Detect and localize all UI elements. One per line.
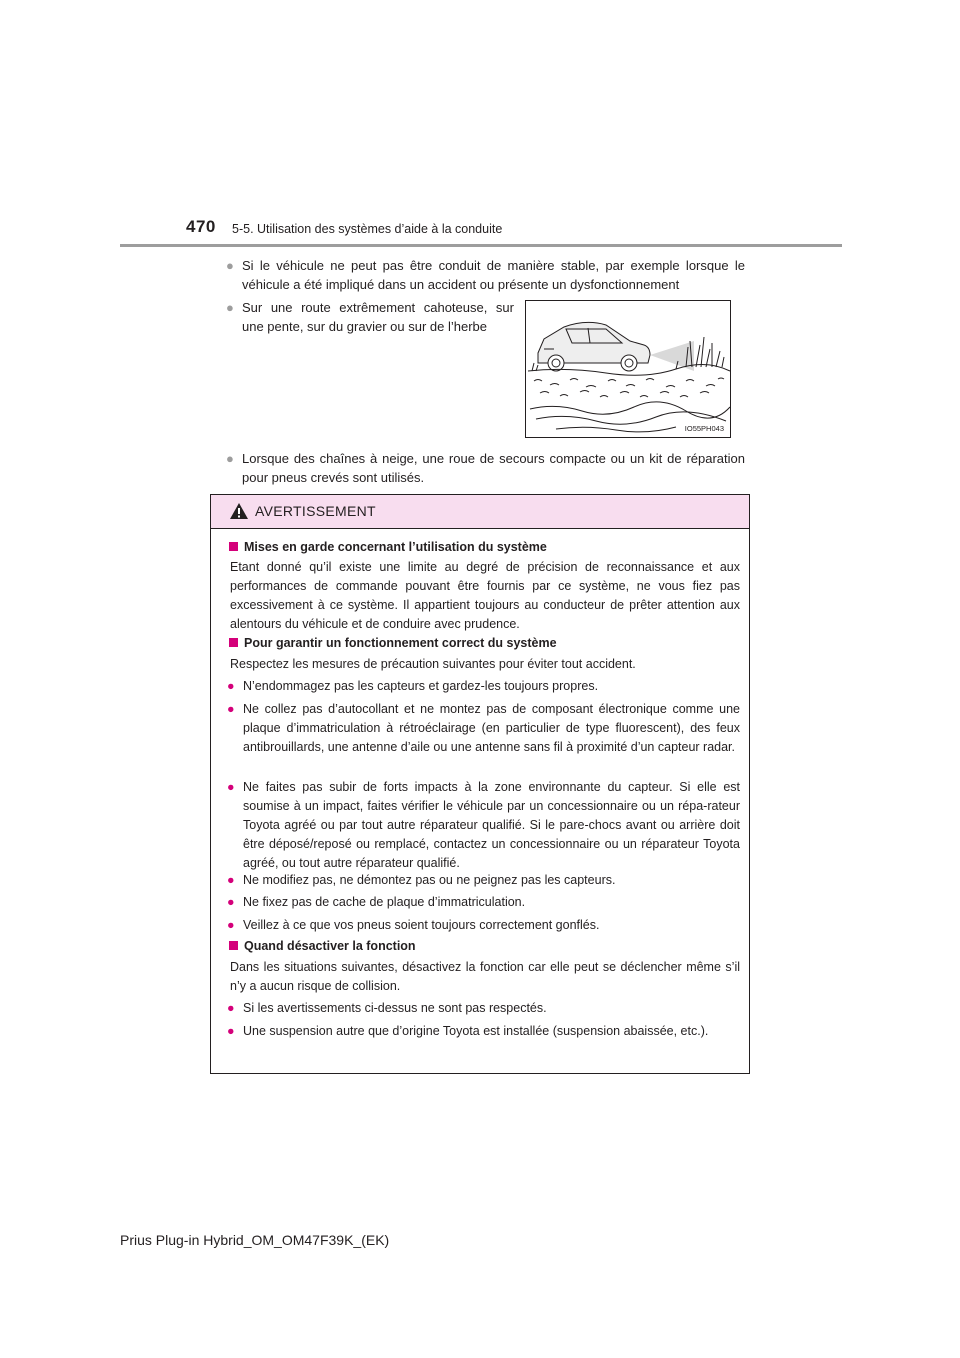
section-title: 5-5. Utilisation des systèmes d’aide à la conduite (232, 222, 503, 236)
warning-section-heading: Quand désactiver la fonction (229, 939, 416, 953)
bullet-icon: ● (227, 1024, 235, 1038)
square-bullet-icon (229, 542, 238, 551)
bullet-icon: ● (227, 1001, 235, 1015)
bullet-icon: ● (227, 895, 235, 909)
warning-list-item: ● Une suspension autre que d’origine Toyota est installée (suspension abaissée, etc.). (243, 1022, 740, 1041)
condition-item: ● Lorsque des chaînes à neige, une roue de secours compacte ou un kit de réparation pour pneus crevés sont utilisés. (226, 451, 745, 485)
warning-section-text: Respectez les mesures de précaution suivantes pour éviter tout accident. (230, 657, 636, 671)
warning-list-item: ● N’endommagez pas les capteurs et gardez-les toujours propres. (243, 677, 740, 696)
warning-list-item: ● Ne modifiez pas, ne démontez pas ou ne peignez pas les capteurs. (243, 871, 740, 890)
warning-section-heading: Pour garantir un fonctionnement correct du système (229, 636, 557, 650)
bullet-icon: ● (227, 873, 235, 887)
warning-list-item: ● Ne faites pas subir de forts impacts à la zone environnante du capteur. Si elle est soumise à un impact, faites vérifier le véhicule par un concessionnaire ou un répa-rateur Toyota agréé ou par tout autre réparateur qualifié. Si le pare-chocs avant ou arrière doit être déposé/reposé ou remplacé, contactez un concessionnaire ou un réparateur Toyota agréé, ou tout autre réparateur qualifié. (227, 780, 740, 870)
warning-section-heading: Mises en garde concernant l’utilisation du système (229, 540, 547, 554)
car-on-rough-road-illustration (526, 301, 732, 439)
warning-list-item: ● Ne collez pas d’autocollant et ne montez pas de composant électronique comme une plaque d’immatriculation à rétroéclairage (en particulier de type fluorescent), des feux antibrouillards, une antenne d’aile ou une antenne sans fil à proximité d’un capteur radar. (227, 702, 740, 754)
figure-code: IO55PH043 (684, 424, 724, 433)
header-divider (120, 244, 842, 247)
warning-header (211, 495, 749, 529)
warning-section-text: Etant donné qu’il existe une limite au degré de précision de reconnaissance et aux performances de commande pouvant être fournis par ce système, ne vous fiez pas excessivement à ce système. Il appartient toujours au conducteur de prêter attention aux alentours du véhicule et de conduire avec prudence. (230, 560, 740, 631)
bullet-icon: ● (227, 918, 235, 932)
warning-triangle-icon (229, 502, 249, 520)
bullet-icon: ● (227, 679, 235, 693)
condition-item: ● Sur une route extrêmement cahoteuse, sur une pente, sur du gravier ou sur de l’herbe (226, 300, 514, 334)
page-number: 470 (186, 217, 216, 236)
warning-list-item: ● Veillez à ce que vos pneus soient toujours correctement gonflés. (243, 916, 740, 935)
warning-list-item: ● Si les avertissements ci-dessus ne sont pas respectés. (243, 999, 740, 1018)
warning-title: AVERTISSEMENT (255, 503, 376, 519)
warning-list-item: ● Ne fixez pas de cache de plaque d’immatriculation. (243, 893, 740, 912)
figure-car-rough-road (525, 300, 731, 438)
bullet-icon: ● (226, 258, 234, 273)
condition-item: ● Si le véhicule ne peut pas être conduit de manière stable, par exemple lorsque le véhicule a été impliqué dans un accident ou présente un dysfonctionnement (226, 258, 745, 292)
document-id-footer: Prius Plug-in Hybrid_OM_OM47F39K_(EK) (120, 1232, 390, 1248)
warning-box (210, 494, 750, 1074)
square-bullet-icon (229, 638, 238, 647)
bullet-icon: ● (226, 300, 234, 315)
square-bullet-icon (229, 941, 238, 950)
bullet-icon: ● (227, 702, 235, 716)
warning-section-text: Dans les situations suivantes, désactivez la fonction car elle peut se déclencher même s’il n’y a aucun risque de collision. (230, 960, 740, 993)
bullet-icon: ● (226, 451, 234, 466)
bullet-icon: ● (227, 780, 235, 794)
